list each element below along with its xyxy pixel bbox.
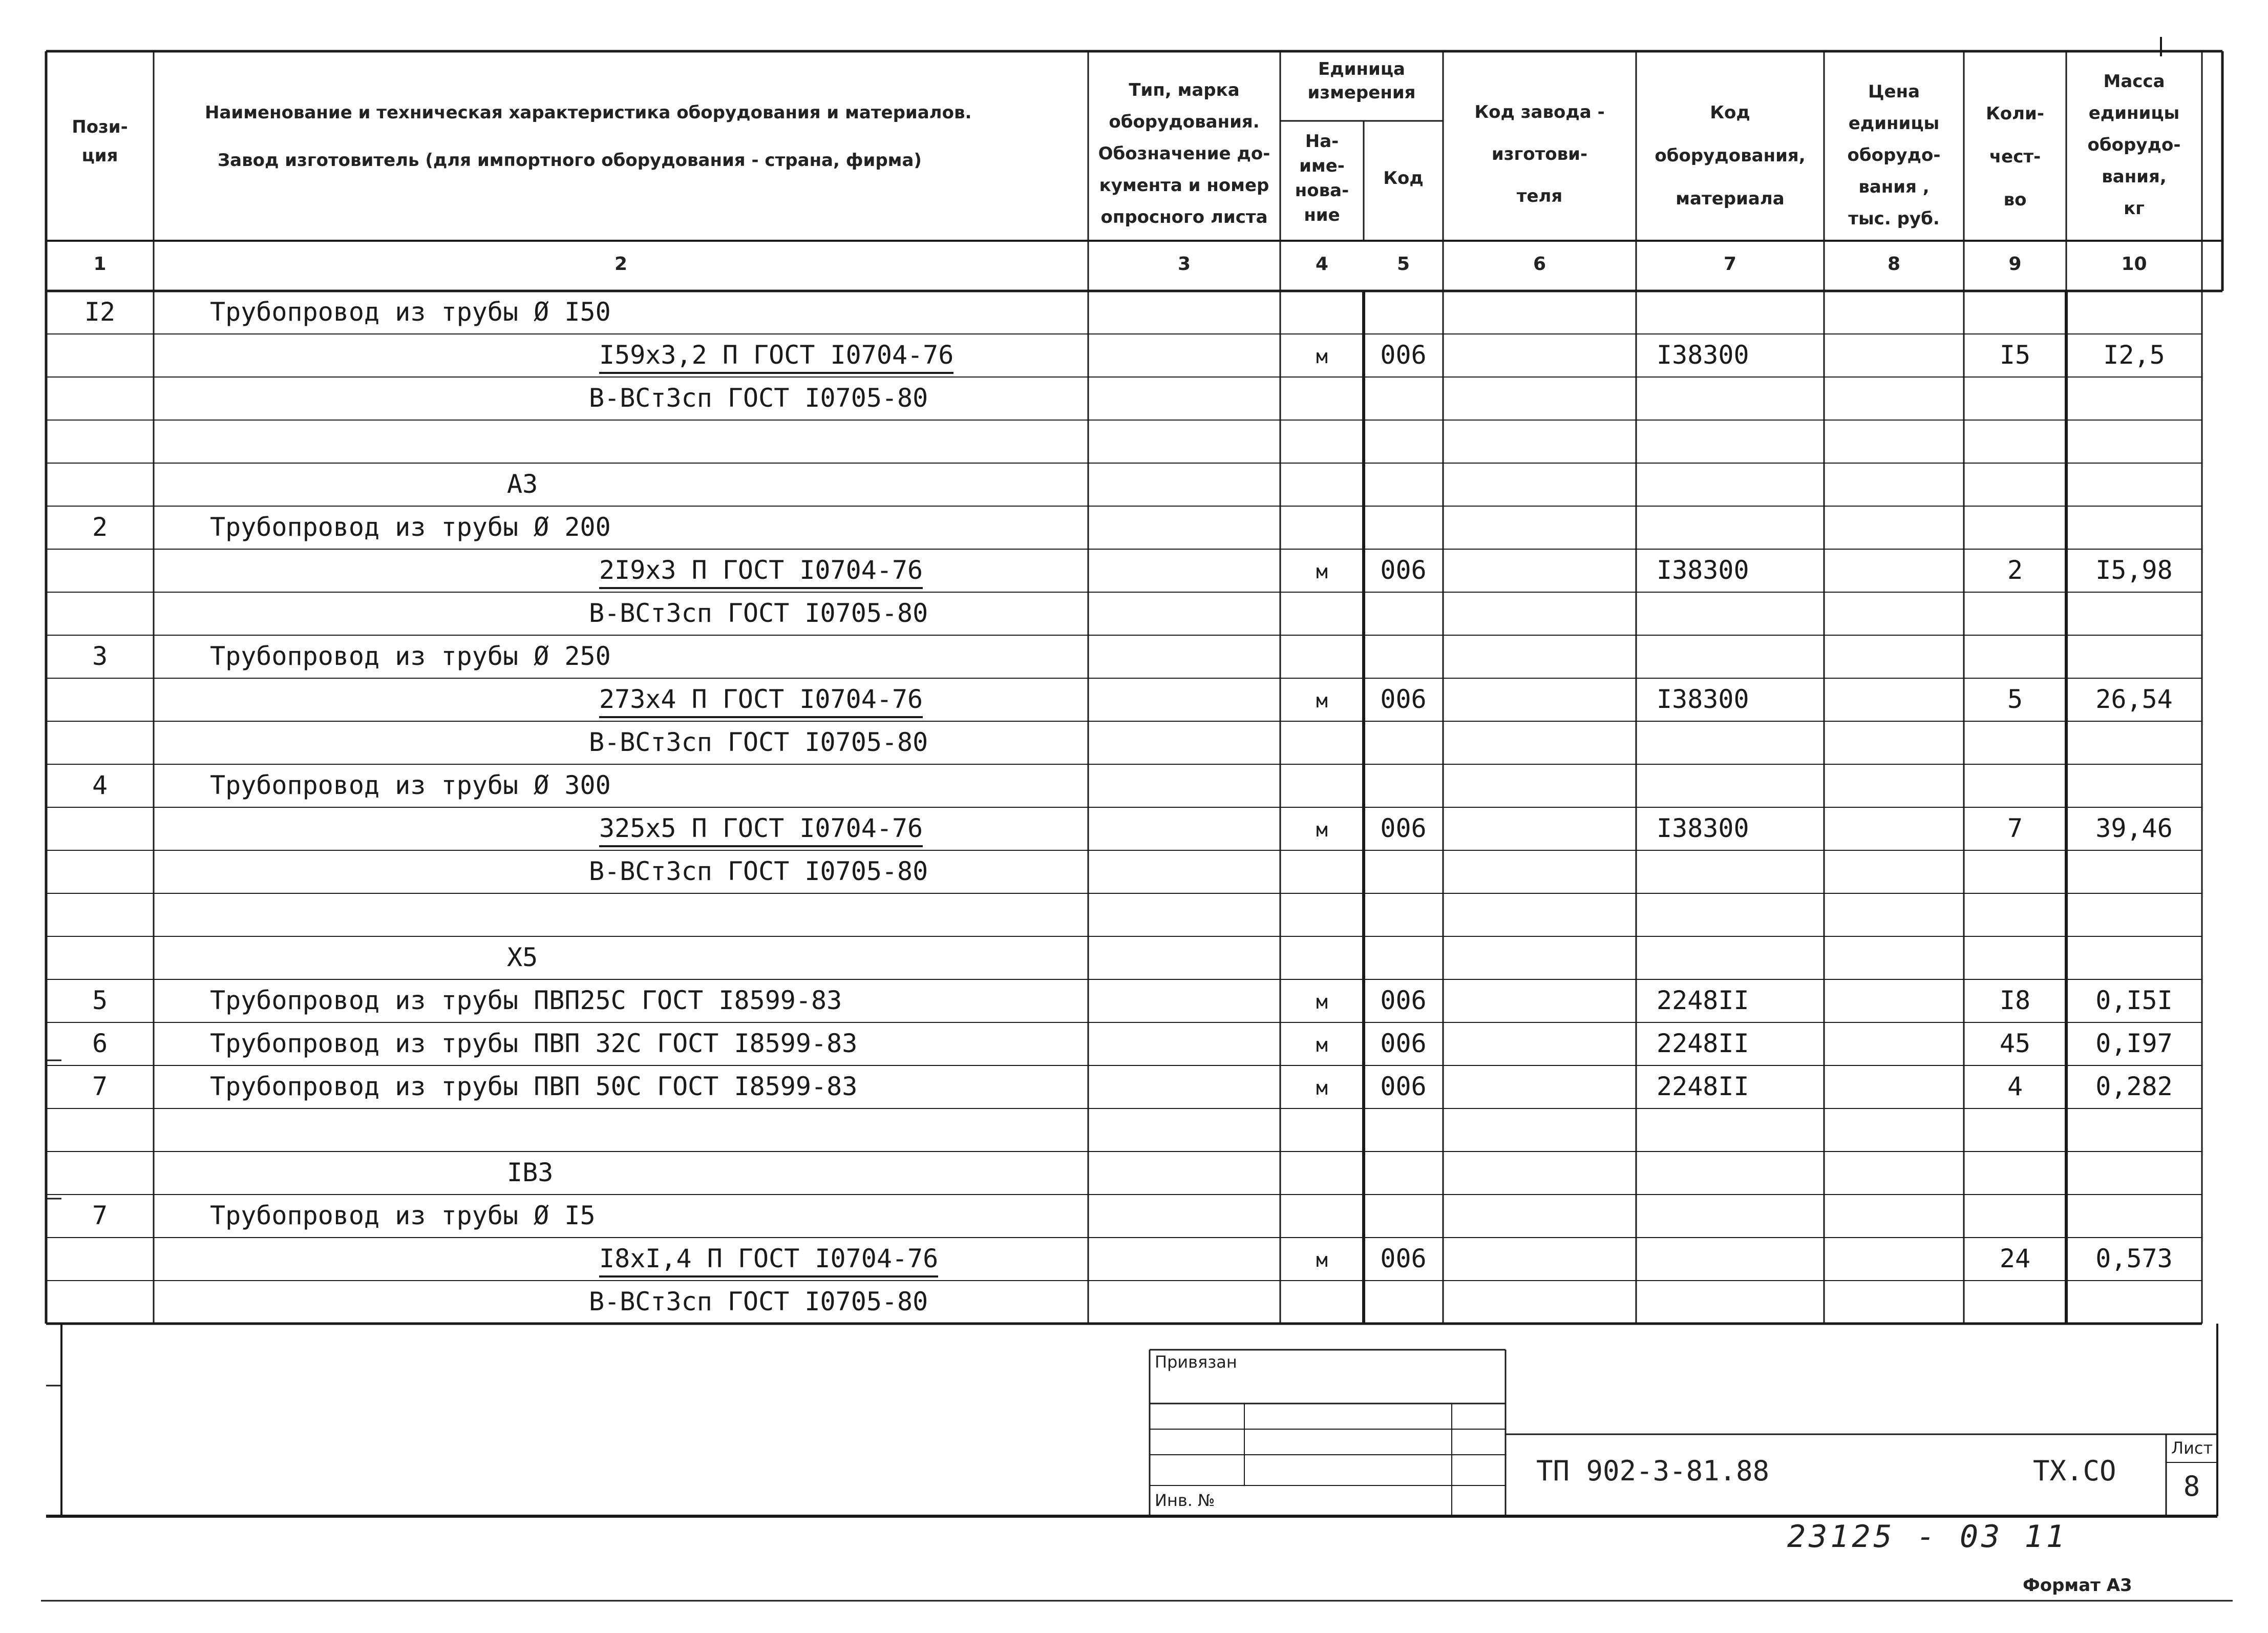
- row-unit: м: [1316, 1249, 1328, 1271]
- header-unit: Единица измерения: [1307, 59, 1416, 103]
- row-unit: м: [1316, 1034, 1328, 1056]
- row-unit: м: [1316, 345, 1328, 368]
- row-name: Трубопровод из трубы Ø 300: [210, 770, 611, 800]
- row-mass: 0,I5I: [2095, 986, 2173, 1015]
- stamp-inventory-number: Инв. №: [1155, 1491, 1215, 1510]
- row-name: Трубопровод из трубы Ø 200: [210, 512, 611, 542]
- stamp-privyazan: Привязан: [1155, 1352, 1237, 1372]
- format-label: Формат А3: [2023, 1575, 2132, 1596]
- row-name: В-ВСт3сп ГОСТ I0705-80: [589, 856, 928, 886]
- row-name: Трубопровод из трубы ПВП 50С ГОСТ I8599-83: [210, 1072, 858, 1101]
- row-quantity: 45: [1999, 1029, 2031, 1058]
- row-mass: 39,46: [2095, 813, 2173, 843]
- row-unit: м: [1316, 819, 1328, 841]
- row-name: I59х3,2 П ГОСТ I0704-76: [599, 340, 953, 374]
- column-number: 3: [1177, 254, 1191, 275]
- row-name: В-ВСт3сп ГОСТ I0705-80: [589, 598, 928, 628]
- row-unit-code: 006: [1380, 1244, 1427, 1273]
- row-quantity: 24: [1999, 1244, 2031, 1273]
- row-name: Трубопровод из трубы Ø 250: [210, 641, 611, 671]
- column-number: 2: [614, 254, 628, 275]
- row-unit: м: [1316, 560, 1328, 583]
- row-quantity: 4: [2007, 1072, 2023, 1101]
- header-mass: Масса единицы оборудо- вания, кг: [2087, 71, 2181, 219]
- row-unit-code: 006: [1380, 813, 1427, 843]
- row-name: Трубопровод из трубы ПВП 32С ГОСТ I8599-83: [210, 1029, 858, 1058]
- row-position: 5: [92, 986, 108, 1015]
- header-type-mark: Тип, марка оборудования. Обозначение до- кумента и номер опросного листа: [1098, 80, 1270, 227]
- row-position: 7: [92, 1201, 108, 1230]
- row-name: Трубопровод из трубы Ø I5: [210, 1201, 596, 1230]
- row-material-code: I38300: [1657, 555, 1749, 585]
- row-unit: м: [1316, 689, 1328, 712]
- column-number: 7: [1723, 254, 1737, 275]
- header-plant-code: Код завода - изготови- теля: [1474, 102, 1605, 206]
- row-position: I2: [84, 297, 116, 327]
- column-number: 4: [1315, 254, 1329, 275]
- row-position: 6: [92, 1029, 108, 1058]
- row-mass: I2,5: [2103, 340, 2165, 370]
- section-code: IВ3: [507, 1158, 554, 1187]
- row-name: В-ВСт3сп ГОСТ I0705-80: [589, 1287, 928, 1316]
- row-name: 325х5 П ГОСТ I0704-76: [599, 813, 923, 847]
- row-unit-code: 006: [1380, 986, 1427, 1015]
- row-name: Трубопровод из трубы Ø I50: [210, 297, 611, 327]
- handwritten-archive-number: 23125 - 03 11: [1787, 1519, 2068, 1555]
- row-material-code: 2248II: [1657, 986, 1749, 1015]
- header-name-line1: Наименование и техническая характеристика оборудования и материалов.: [205, 102, 972, 123]
- row-material-code: I38300: [1657, 684, 1749, 714]
- row-position: 7: [92, 1072, 108, 1101]
- row-material-code: 2248II: [1657, 1029, 1749, 1058]
- column-number: 8: [1887, 254, 1901, 275]
- row-name: В-ВСт3сп ГОСТ I0705-80: [589, 383, 928, 413]
- row-quantity: 2: [2007, 555, 2023, 585]
- row-name: 273х4 П ГОСТ I0704-76: [599, 684, 923, 718]
- row-name: 2I9х3 П ГОСТ I0704-76: [599, 555, 923, 589]
- row-unit: м: [1316, 1077, 1328, 1099]
- section-code: А3: [507, 469, 538, 499]
- row-name: Трубопровод из трубы ПВП25С ГОСТ I8599-83: [210, 986, 842, 1015]
- column-number: 5: [1396, 254, 1410, 275]
- row-quantity: I5: [1999, 340, 2031, 370]
- document-code: ТП 902-3-81.88: [1536, 1455, 1770, 1487]
- header-unit-code: Код: [1383, 168, 1424, 189]
- row-mass: 0,I97: [2095, 1029, 2173, 1058]
- header-name-line2: Завод изготовитель (для импортного оборудования - страна, фирма): [218, 150, 922, 171]
- row-unit: м: [1316, 991, 1328, 1013]
- row-unit-code: 006: [1380, 1029, 1427, 1058]
- row-unit-code: 006: [1380, 684, 1427, 714]
- row-unit-code: 006: [1380, 340, 1427, 370]
- document-mark: ТХ.СО: [2033, 1455, 2116, 1487]
- row-position: 3: [92, 641, 108, 671]
- row-mass: 0,573: [2095, 1244, 2173, 1273]
- row-mass: I5,98: [2095, 555, 2173, 585]
- row-position: 2: [92, 512, 108, 542]
- row-mass: 26,54: [2095, 684, 2173, 714]
- row-quantity: 7: [2007, 813, 2023, 843]
- header-material-code: Код оборудования, материала: [1655, 102, 1806, 209]
- column-number: 1: [93, 254, 107, 275]
- row-quantity: I8: [1999, 986, 2031, 1015]
- row-position: 4: [92, 770, 108, 800]
- header-price: Цена единицы оборудо- вания , тыс. руб.: [1847, 81, 1941, 229]
- row-mass: 0,282: [2095, 1072, 2173, 1101]
- row-material-code: 2248II: [1657, 1072, 1749, 1101]
- row-material-code: I38300: [1657, 813, 1749, 843]
- header-quantity: Коли- чест- во: [1986, 103, 2044, 210]
- column-number: 9: [2008, 254, 2022, 275]
- row-name: I8хI,4 П ГОСТ I0704-76: [599, 1244, 938, 1278]
- sheet-label: Лист: [2171, 1438, 2213, 1458]
- header-unit-name: На- име- нова- ние: [1295, 131, 1349, 225]
- sheet-number: 8: [2183, 1470, 2200, 1502]
- header-position: Пози- ция: [72, 117, 128, 166]
- row-unit-code: 006: [1380, 555, 1427, 585]
- row-unit-code: 006: [1380, 1072, 1427, 1101]
- column-number: 6: [1533, 254, 1546, 275]
- column-number: 10: [2121, 254, 2147, 275]
- row-name: В-ВСт3сп ГОСТ I0705-80: [589, 727, 928, 757]
- row-quantity: 5: [2007, 684, 2023, 714]
- section-code: Х5: [507, 943, 538, 972]
- row-material-code: I38300: [1657, 340, 1749, 370]
